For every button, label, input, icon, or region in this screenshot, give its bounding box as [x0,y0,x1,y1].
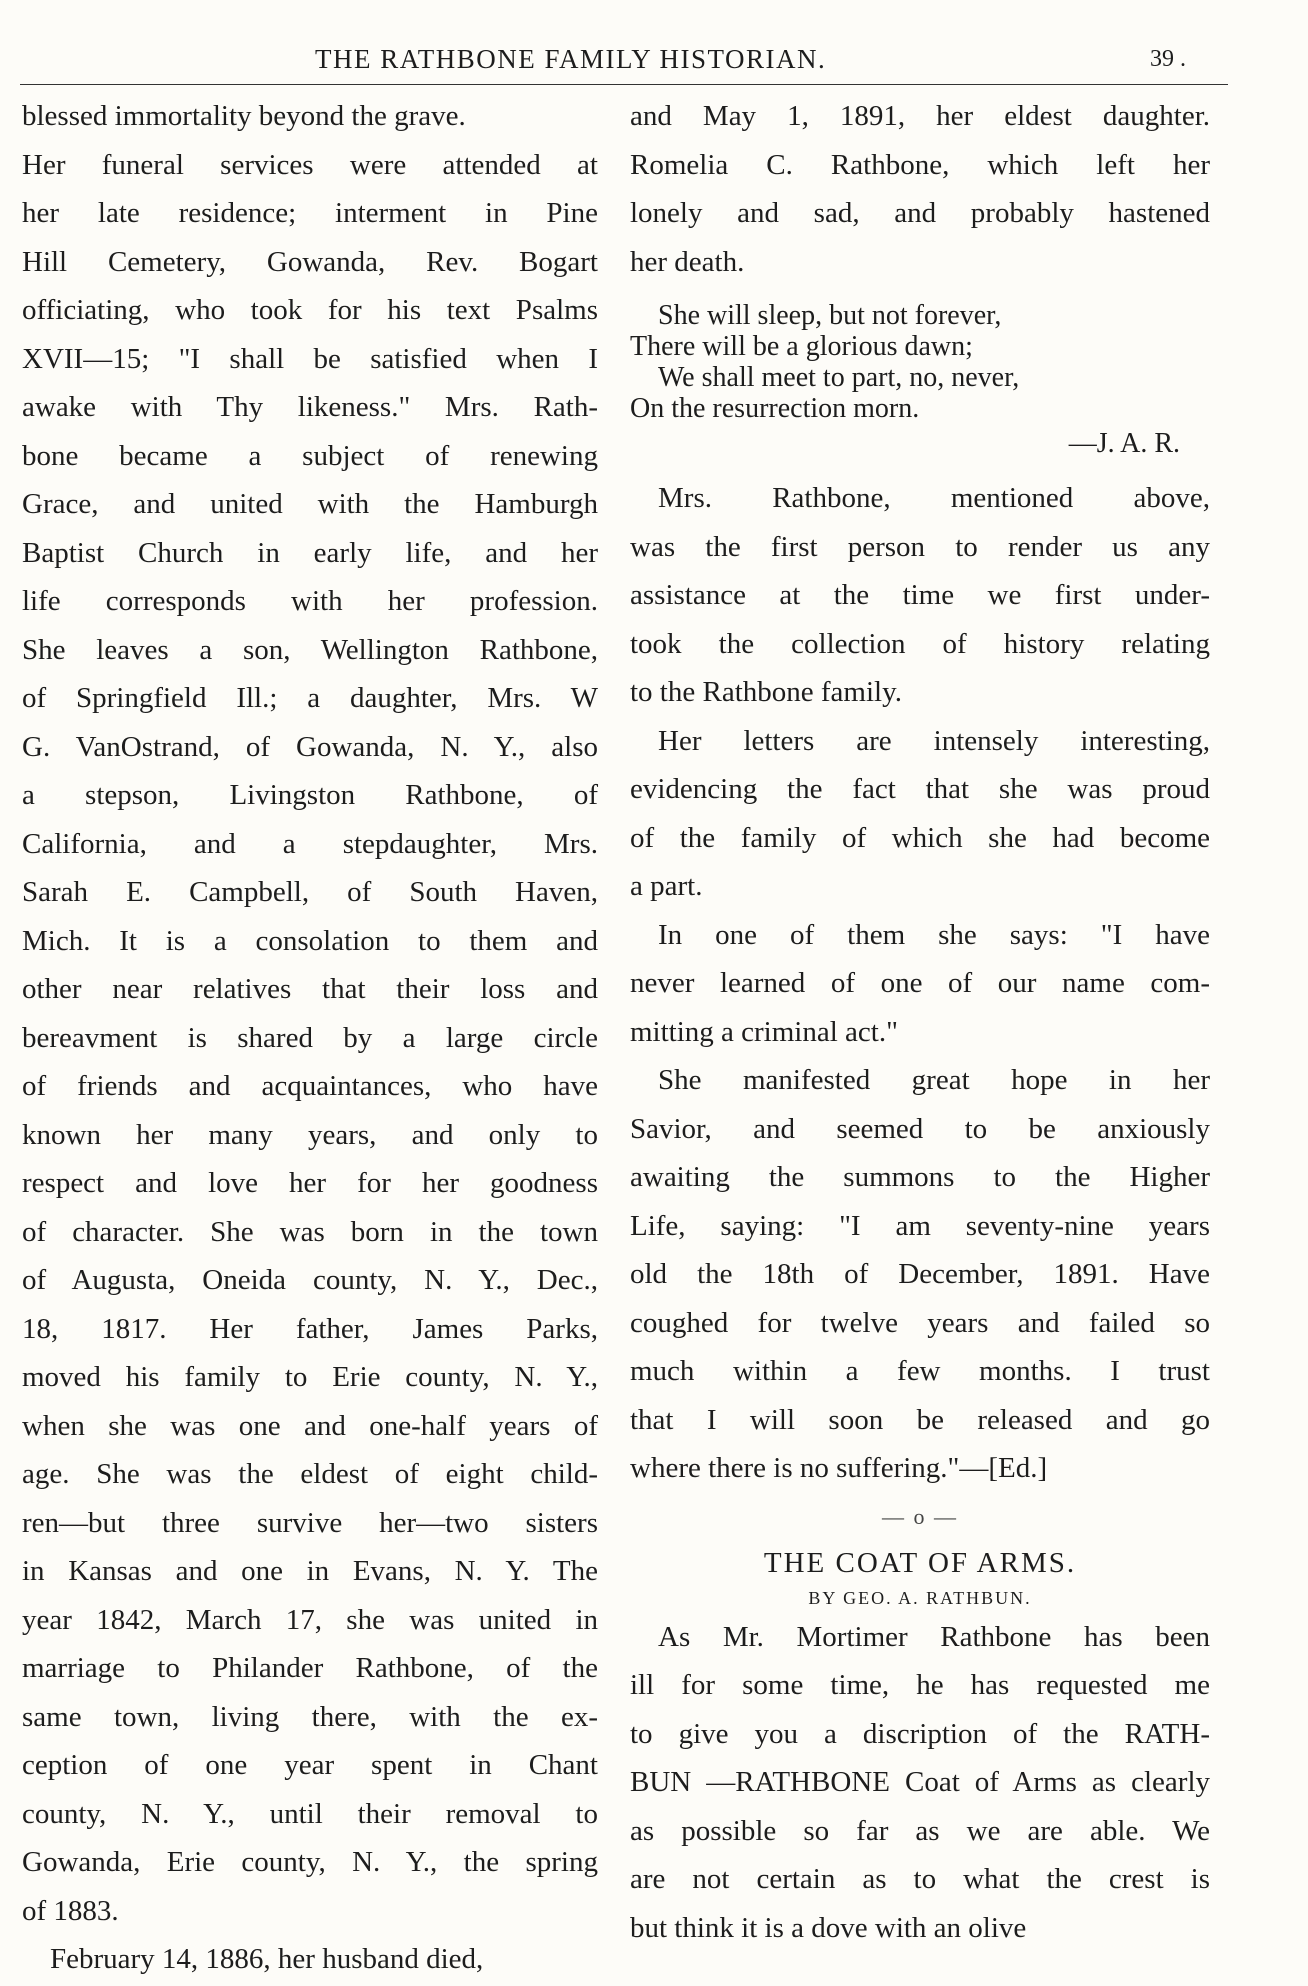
text-line: and May 1, 1891, her eldest daughter. [630,100,1210,132]
text-line: Romelia C. Rathbone, which left her [630,148,1210,181]
text-line: She manifested great hope in her [658,1064,1210,1096]
text-line: ill for some time, he has requested me [630,1669,1210,1701]
text-line: bereavment is shared by a large circle [22,1021,598,1054]
poem-line: We shall meet to part, no, never, [658,362,1020,393]
text-line: much within a few months. I trust [630,1355,1210,1387]
text-line: Gowanda, Erie county, N. Y., the spring [22,1846,598,1878]
text-line: ception of one year spent in Chant [22,1749,598,1781]
text-line: known her many years, and only to [22,1118,598,1151]
text-line: of Springfield Ill.; a daughter, Mrs. W [22,682,598,714]
text-line: BUN —RATHBONE Coat of Arms as clearly [630,1766,1210,1798]
text-line: lonely and sad, and probably hastened [630,197,1210,229]
text-line: are not certain as to what the crest is [630,1863,1210,1895]
text-line: officiating, who took for his text Psalms [22,294,598,326]
text-line: took the collection of history relating [630,627,1210,660]
text-line: Baptist Church in early life, and her [22,536,598,569]
text-line: ren—but three survive her—two sisters [22,1506,598,1539]
text-line: California, and a stepdaughter, Mrs. [22,827,598,860]
text-line: in Kansas and one in Evans, N. Y. The [22,1555,598,1587]
right-column [630,92,1210,1952]
text-line: that I will soon be released and go [630,1403,1210,1436]
text-line: Life, saying: "I am seventy-nine years [630,1209,1210,1242]
text-line: as possible so far as we are able. We [630,1814,1210,1847]
text-line: moved his family to Erie county, N. Y., [22,1361,598,1393]
text-line: Mich. It is a consolation to them and [22,924,598,957]
coat-of-arms-text [630,1613,1210,1953]
text-line: She leaves a son, Wellington Rathbone, [22,633,598,666]
section-title: THE COAT OF ARMS. [763,1546,1077,1579]
text-line: to the Rathbone family. [630,676,902,708]
section-byline: BY GEO. A. RATHBUN. [808,1587,1032,1608]
text-line: where there is no suffering."—[Ed.] [630,1452,1048,1484]
text-line: Mrs. Rathbone, mentioned above, [658,482,1210,514]
text-line: never learned of one of our name com- [630,967,1210,999]
text-line: of the family of which she had become [630,821,1210,854]
text-line: Her funeral services were attended at [22,148,598,181]
text-line: Her letters are intensely interesting, [658,724,1210,757]
text-line: same town, living there, with the ex- [22,1700,598,1733]
page-number: 39 . [1150,46,1186,72]
text-line: of character. She was born in the town [22,1215,598,1248]
left-column [22,92,598,1984]
text-line: awaiting the summons to the Higher [630,1161,1210,1193]
text-line: mitting a criminal act." [630,1015,898,1048]
journal-title: THE RATHBONE FAMILY HISTORIAN. [315,44,827,74]
text-line: age. She was the eldest of eight child- [22,1458,598,1490]
poem-signature: —J. A. R. [1068,428,1180,459]
text-line: her death. [630,245,745,278]
text-line: a part. [630,870,703,902]
text-line: her late residence; interment in Pine [22,197,598,229]
text-line: Grace, and united with the Hamburgh [22,488,598,520]
text-line: old the 18th of December, 1891. Have [630,1258,1210,1290]
poem-line: On the resurrection morn. [630,393,920,424]
text-line: Sarah E. Campbell, of South Haven, [22,876,598,908]
text-line: assistance at the time we first under- [630,579,1210,611]
text-line: of 1883. [22,1894,119,1927]
text-line: year 1842, March 17, she was united in [22,1603,598,1636]
text-line: 18, 1817. Her father, James Parks, [22,1312,598,1345]
text-line: respect and love her for her goodness [22,1167,598,1199]
text-line: to give you a discription of the RATH- [630,1717,1210,1750]
text-line: other near relatives that their loss and [22,973,598,1005]
text-line: As Mr. Mortimer Rathbone has been [658,1620,1210,1653]
text-line: G. VanOstrand, of Gowanda, N. Y., also [22,730,598,763]
text-line: evidencing the fact that she was proud [630,773,1210,805]
text-line: XVII—15; "I shall be satisfied when I [22,342,598,375]
text-line: a stepson, Livingston Rathbone, of [22,779,598,811]
editor-note [630,474,1210,1493]
memorial-poem [630,300,1210,424]
text-line: was the first person to render us any [630,530,1210,563]
text-line: In one of them she says: "I have [658,918,1210,951]
obituary-continuation [630,92,1210,286]
poem-line: She will sleep, but not forever, [658,300,1002,331]
text-line: awake with Thy likeness." Mrs. Rath- [22,391,598,423]
text-line: Hill Cemetery, Gowanda, Rev. Bogart [22,245,598,278]
text-line: blessed immortality beyond the grave. [22,100,466,132]
text-line: of friends and acquaintances, who have [22,1070,598,1102]
text-line: coughed for twelve years and failed so [630,1306,1210,1339]
section-divider: — o — [882,1503,958,1529]
page-header [0,34,1308,90]
text-line: of Augusta, Oneida county, N. Y., Dec., [22,1264,598,1296]
text-line: life corresponds with her profession. [22,585,598,617]
text-line: bone became a subject of renewing [22,439,598,472]
header-rule [20,84,1228,85]
text-line: Savior, and seemed to be anxiously [630,1112,1210,1145]
poem-line: There will be a glorious dawn; [630,331,973,362]
text-line: when she was one and one-half years of [22,1409,598,1442]
text-line: county, N. Y., until their removal to [22,1797,598,1830]
text-line: February 14, 1886, her husband died, [50,1943,484,1975]
text-line: marriage to Philander Rathbone, of the [22,1652,598,1684]
text-line: but think it is a dove with an olive [630,1911,1027,1944]
